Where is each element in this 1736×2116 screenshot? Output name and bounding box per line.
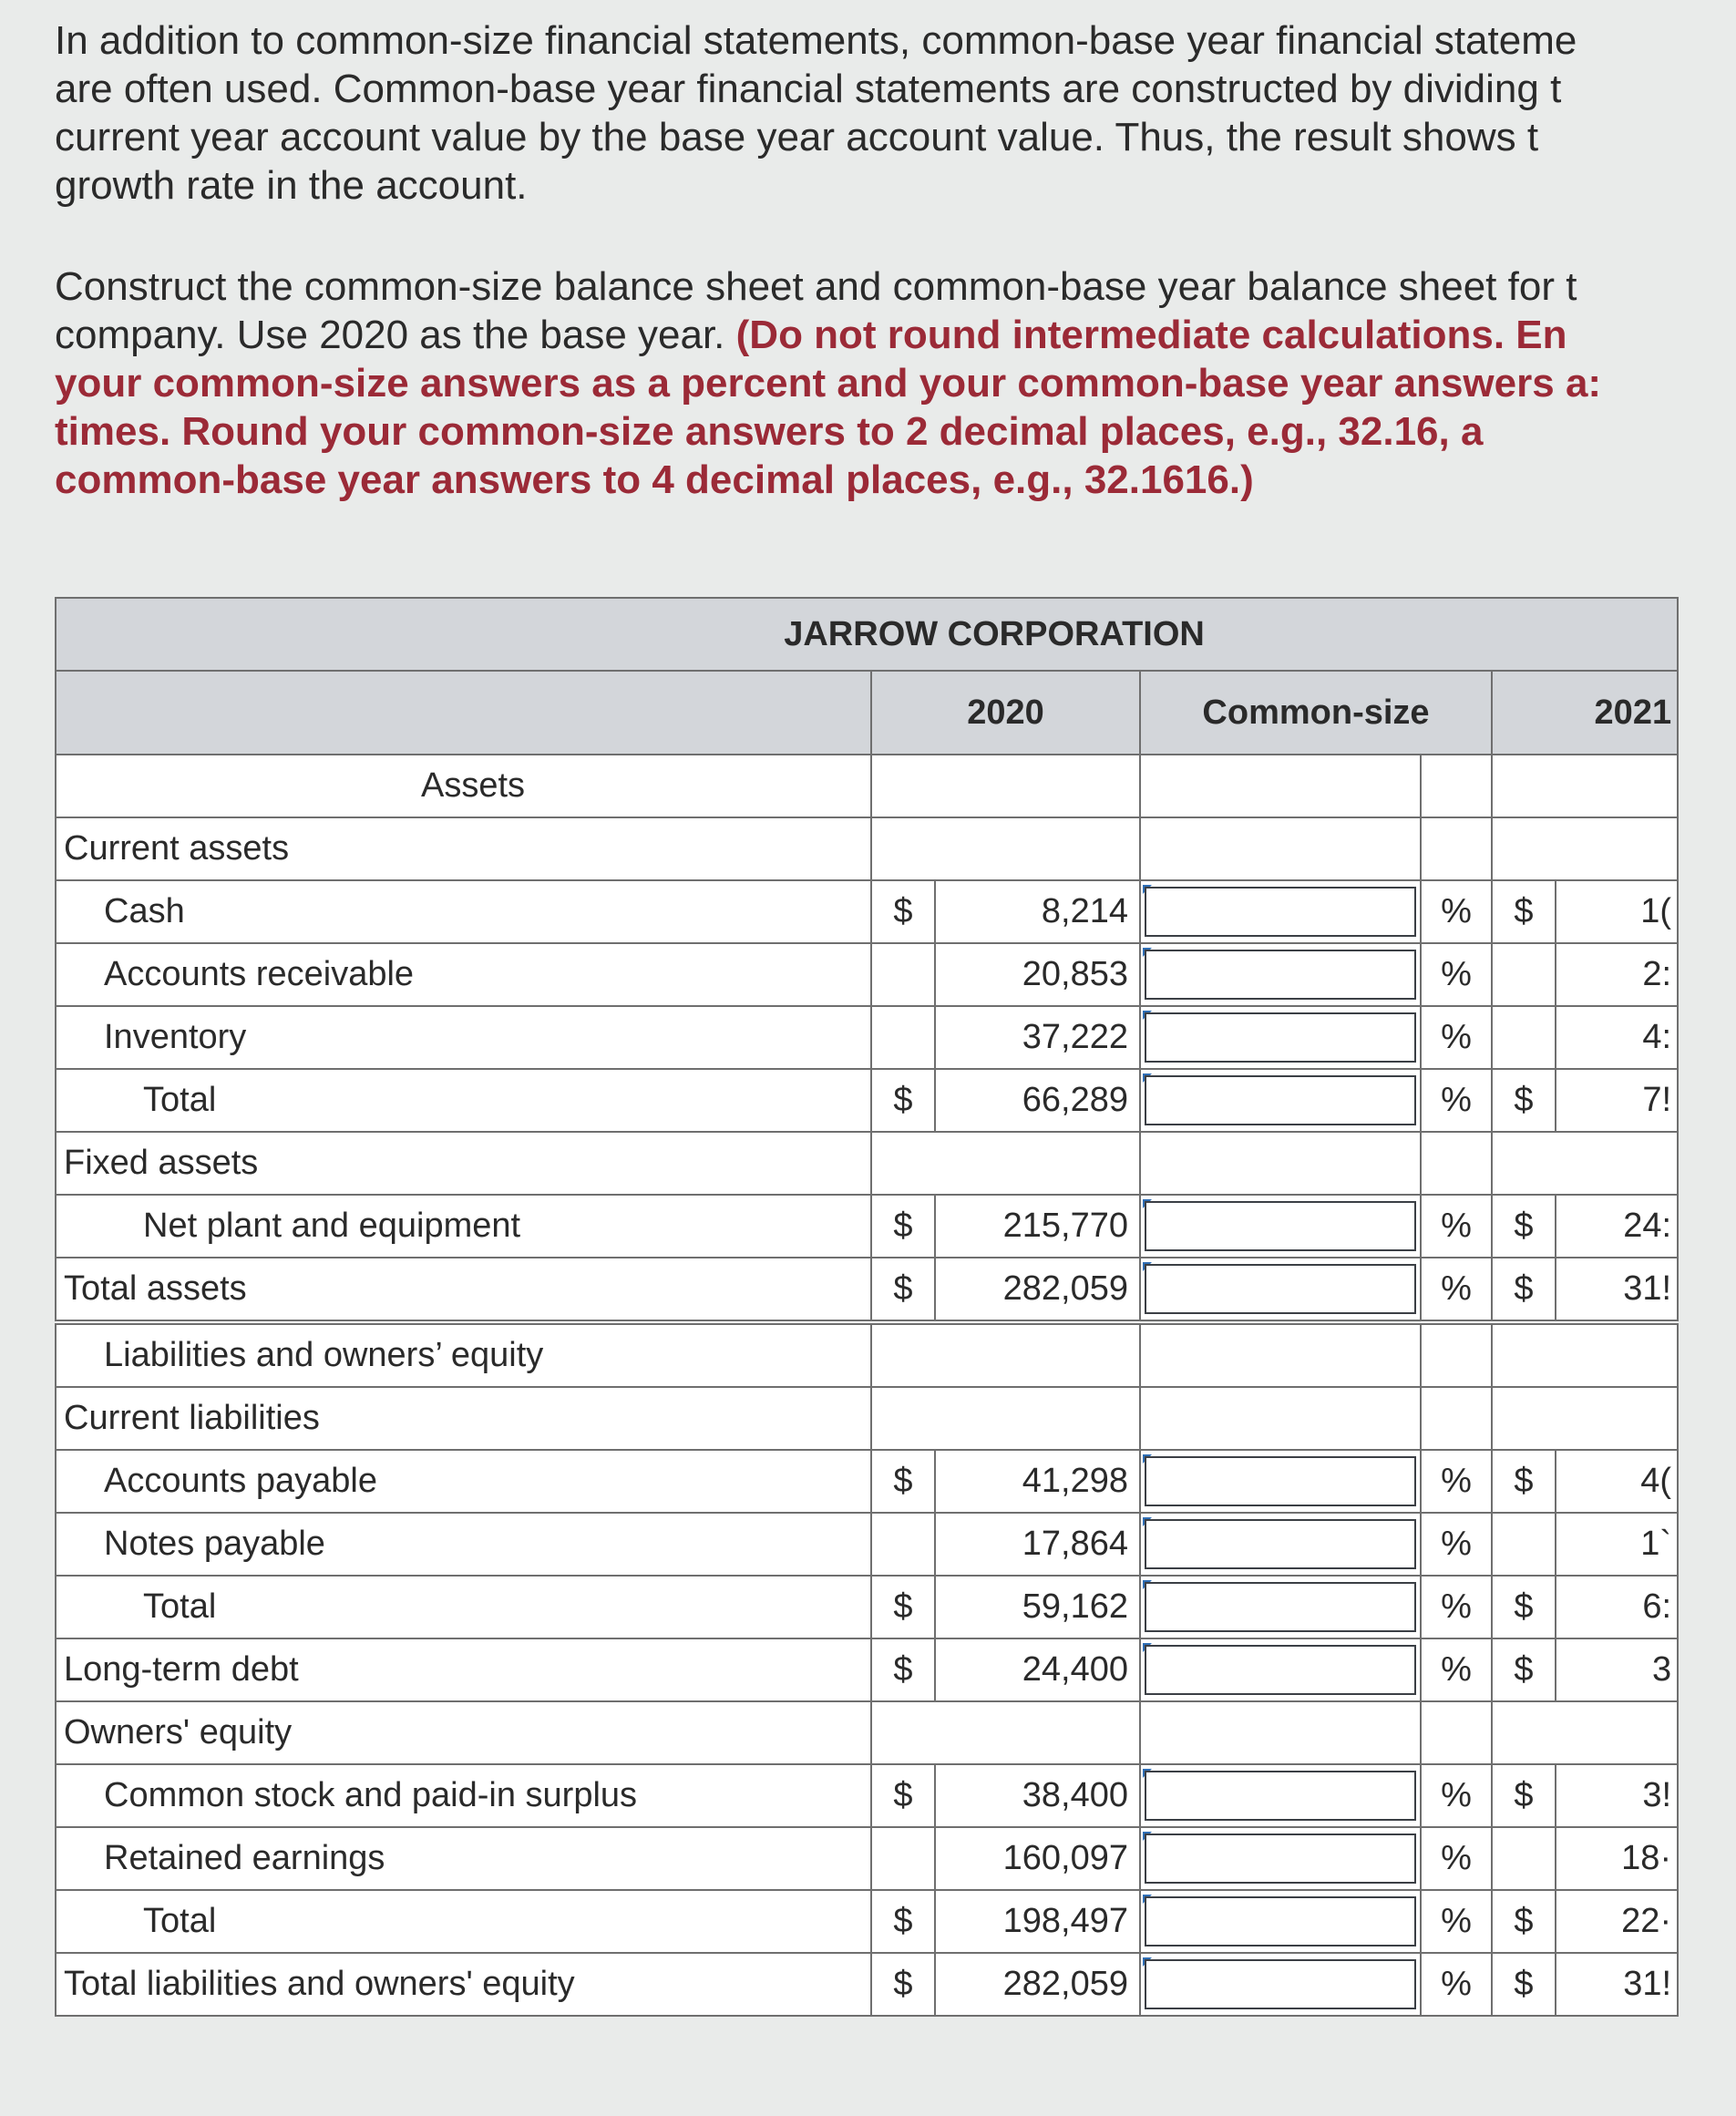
- row-label: Cash: [56, 880, 871, 943]
- common-size-input[interactable]: [1140, 1890, 1421, 1953]
- value-2020: 20,853: [935, 943, 1140, 1006]
- table-row: Notes payable 17,864 % 1`: [56, 1513, 1678, 1576]
- row-label: Inventory: [56, 1006, 871, 1069]
- common-size-input[interactable]: [1140, 1195, 1421, 1258]
- table-row: Total $ 66,289 % $ 7!: [56, 1069, 1678, 1132]
- value-2021: 24:: [1556, 1195, 1678, 1258]
- table-row: Inventory 37,222 % 4:: [56, 1006, 1678, 1069]
- balance-sheet-table: [55, 597, 1672, 2017]
- task-paragraph: Construct the common-size balance sheet and common-base year balance sheet for t company. Use 2020 as the base year. (Do not round intermediate calculations. En your common-size answers as a percent and your common-base year answers a: times. Round your common-size answers to 2 decimal places, e.g., 32.16, a common-base year answers to 4 decimal places, e.g., 32.1616.): [55, 264, 1602, 502]
- table-row: Accounts receivable 20,853 % 2:: [56, 943, 1678, 1006]
- table-row: Total liabilities and owners' equity $ 282,059 % $ 31!: [56, 1953, 1678, 2016]
- value-2020: 215,770: [935, 1195, 1140, 1258]
- common-size-input[interactable]: [1140, 1069, 1421, 1132]
- table-row: Common stock and paid-in surplus $ 38,400 % $ 3!: [56, 1764, 1678, 1827]
- row-label: Accounts payable: [56, 1450, 871, 1513]
- section-label: Current assets: [56, 817, 871, 880]
- value-2021: 3: [1556, 1638, 1678, 1701]
- col-header-2021: 2021: [1492, 671, 1678, 755]
- common-size-input[interactable]: [1140, 1576, 1421, 1638]
- table-row: Total $ 198,497 % $ 22·: [56, 1890, 1678, 1953]
- value-2021: 3!: [1556, 1764, 1678, 1827]
- value-2020: 59,162: [935, 1576, 1140, 1638]
- section-label: Owners' equity: [56, 1701, 871, 1764]
- section-label: Current liabilities: [56, 1387, 871, 1450]
- value-2021: 31!: [1556, 1953, 1678, 2016]
- row-label: Notes payable: [56, 1513, 871, 1576]
- value-2020: 41,298: [935, 1450, 1140, 1513]
- value-2020: 160,097: [935, 1827, 1140, 1890]
- value-2021: 18·: [1556, 1827, 1678, 1890]
- value-2020: 198,497: [935, 1890, 1140, 1953]
- row-label: Total: [56, 1576, 871, 1638]
- row-label: Retained earnings: [56, 1827, 871, 1890]
- common-size-input[interactable]: [1140, 1638, 1421, 1701]
- col-header-common-size: Common-size: [1140, 671, 1492, 755]
- table-row: Net plant and equipment $ 215,770 % $ 24:: [56, 1195, 1678, 1258]
- section-label: Fixed assets: [56, 1132, 871, 1195]
- value-2020: 282,059: [935, 1258, 1140, 1322]
- table-row: Accounts payable $ 41,298 % $ 4(: [56, 1450, 1678, 1513]
- table-row: Cash $ 8,214 % $ 1(: [56, 880, 1678, 943]
- intro-paragraph: In addition to common-size financial statements, common-base year financial stateme are often used. Common-base year financial statements are constructed by dividing t current year account value by the base year account value. Thus, the result shows t growth rate in the account.: [55, 18, 1577, 208]
- common-size-input[interactable]: [1140, 1953, 1421, 2016]
- value-2020: 282,059: [935, 1953, 1140, 2016]
- value-2021: 4:: [1556, 1006, 1678, 1069]
- common-size-input[interactable]: [1140, 1006, 1421, 1069]
- value-2021: 1`: [1556, 1513, 1678, 1576]
- assets-heading: Assets: [56, 755, 871, 817]
- table-row: Total assets $ 282,059 % $ 31!: [56, 1258, 1678, 1322]
- value-2020: 37,222: [935, 1006, 1140, 1069]
- common-size-input[interactable]: [1140, 1827, 1421, 1890]
- table-row: Retained earnings 160,097 % 18·: [56, 1827, 1678, 1890]
- common-size-input[interactable]: [1140, 1258, 1421, 1322]
- row-label: Net plant and equipment: [56, 1195, 871, 1258]
- row-label: Accounts receivable: [56, 943, 871, 1006]
- value-2020: 8,214: [935, 880, 1140, 943]
- common-size-input[interactable]: [1140, 1764, 1421, 1827]
- company-name: JARROW CORPORATION: [56, 598, 1678, 671]
- row-label: Long-term debt: [56, 1638, 871, 1701]
- value-2021: 22·: [1556, 1890, 1678, 1953]
- common-size-input[interactable]: [1140, 880, 1421, 943]
- value-2020: 24,400: [935, 1638, 1140, 1701]
- value-2021: 1(: [1556, 880, 1678, 943]
- value-2021: 7!: [1556, 1069, 1678, 1132]
- value-2021: 4(: [1556, 1450, 1678, 1513]
- row-label: Total assets: [56, 1258, 871, 1322]
- common-size-input[interactable]: [1140, 1450, 1421, 1513]
- table-row: Long-term debt $ 24,400 % $ 3: [56, 1638, 1678, 1701]
- value-2020: 17,864: [935, 1513, 1140, 1576]
- table-row: Total $ 59,162 % $ 6:: [56, 1576, 1678, 1638]
- row-label: Common stock and paid-in surplus: [56, 1764, 871, 1827]
- value-2021: 31!: [1556, 1258, 1678, 1322]
- row-label: Total: [56, 1890, 871, 1953]
- common-size-input[interactable]: [1140, 943, 1421, 1006]
- value-2021: 6:: [1556, 1576, 1678, 1638]
- common-size-input[interactable]: [1140, 1513, 1421, 1576]
- section-label: Liabilities and owners’ equity: [56, 1322, 871, 1387]
- row-label: Total liabilities and owners' equity: [56, 1953, 871, 2016]
- row-label: Total: [56, 1069, 871, 1132]
- instructions-block: [55, 16, 1731, 557]
- col-header-2020: 2020: [871, 671, 1140, 755]
- value-2021: 2:: [1556, 943, 1678, 1006]
- value-2020: 38,400: [935, 1764, 1140, 1827]
- value-2020: 66,289: [935, 1069, 1140, 1132]
